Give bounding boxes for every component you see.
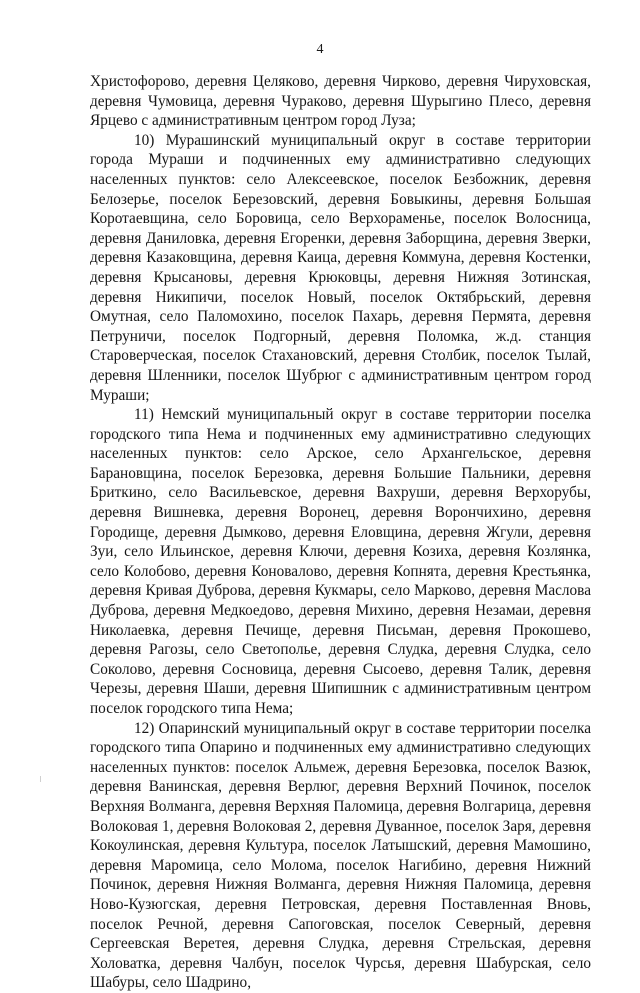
document-body [90,72,591,993]
paragraph-continuation: Христофорово, деревня Целяково, деревня Чирково, деревня Чируховская, деревня Чумовица, деревня Чураково, деревня Шурыгино Плесо, деревня Ярцево с административным центром город Луза; [90,73,591,130]
page-number: 4 [316,42,324,57]
paragraph-item-11: 11) Немский муниципальный округ в составе территории поселка городского типа Нема и подчиненных ему административно следующих населенных пунктов: село Арское, село Архангельское, деревня Барановщина, поселок Березовка, деревня Большие Пальники, деревня Бриткино, село Васильевское, деревня Вахруши, деревня Верхорубы, деревня Вишневка, деревня Воронец, деревня Ворончихино, деревня Городище, деревня Дымково, деревня Еловщина, деревня Жгули, деревня Зуи, село Ильинское, деревня Ключи, деревня Козиха, деревня Козлянка, село Колобово, деревня Коновалово, деревня Копнята, деревня Крестьянка, деревня Кривая Дуброва, деревня Кукмары, село Марково, деревня Маслова Дуброва, деревня Медкоедово, деревня Михино, деревня Незамаи, деревня Николаевка, деревня Печище, деревня Письман, деревня Прокошево, деревня Рагозы, село Светополье, деревня Слудка, деревня Слудка, село Соколово, деревня Сосновица, деревня Сысоево, деревня Талик, деревня Черезы, деревня Шаши, деревня Шипишник с административным центром поселок городского типа Нема; [90,406,591,717]
paragraph-item-12: 12) Опаринский муниципальный округ в составе территории поселка городского типа Опарино и подчиненных ему административно следующих населенных пунктов: поселок Альмеж, деревня Березовка, поселок Вазюк, деревня Ванинская, деревня Верлюг, деревня Верхний Починок, поселок Верхняя Волманга, деревня Верхняя Паломица, деревня Волгарица, деревня Волоковая 1, деревня Волоковая 2, деревня Дуванное, поселок Заря, деревня Кокоулинская, деревня Культура, поселок Латышский, деревня Мамошино, деревня Маромица, село Молома, поселок Нагибино, деревня Нижний Починок, деревня Нижняя Волманга, деревня Нижняя Паломица, деревня Ново-Кузюгская, деревня Петровская, деревня Поставленная Вновь, поселок Речной, деревня Сапоговская, поселок Северный, деревня Сергеевская Веретея, деревня Слудка, деревня Стрельская, деревня Холоватка, деревня Чалбун, поселок Чурсья, деревня Шабурская, село Шабуры, село Шадрино, [90,719,591,992]
scan-margin-mark [40,776,41,782]
paragraph-item-10: 10) Мурашинский муниципальный округ в составе территории города Мураши и подчиненных ему административно следующих населенных пунктов: село Алексеевское, поселок Безбожник, деревня Белозерье, поселок Березовский, деревня Бовыкины, деревня Большая Коротаевщина, село Боровица, село Верхораменье, поселок Волосница, деревня Даниловка, деревня Егоренки, деревня Заборщина, деревня Зверки, деревня Казаковщина, деревня Каица, деревня Коммуна, деревня Костенки, деревня Крысановы, деревня Крюковцы, деревня Нижняя Зотинская, деревня Никипичи, поселок Новый, поселок Октябрьский, деревня Омутная, село Паломохино, поселок Пахарь, деревня Пермята, деревня Петруничи, поселок Подгорный, деревня Поломка, ж.д. станция Староверческая, поселок Стахановский, деревня Столбик, поселок Тылай, деревня Шленники, поселок Шубрюг с административным центром город Мураши; [90,131,591,404]
